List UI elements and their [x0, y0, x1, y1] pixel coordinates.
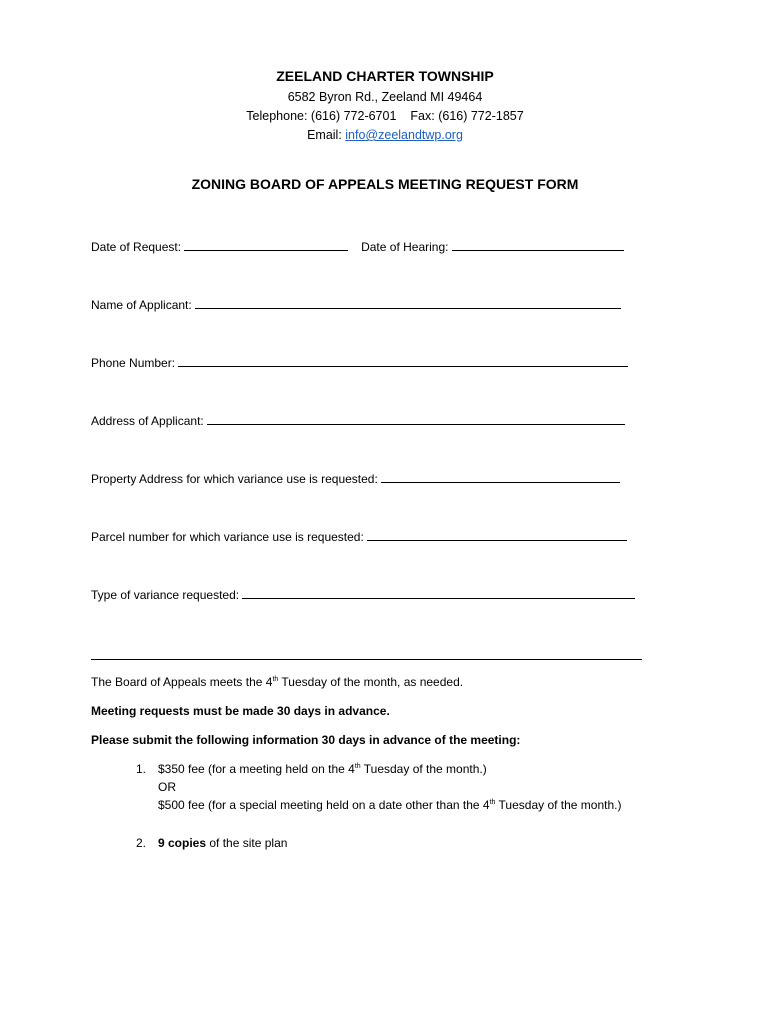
phone-field[interactable]: [178, 355, 628, 367]
phone-label: Phone Number:: [91, 356, 176, 370]
telephone: Telephone: (616) 772-6701: [246, 109, 397, 123]
phone-row: [91, 355, 628, 370]
date-of-request-label: Date of Request:: [91, 240, 182, 254]
org-address: 6582 Byron Rd., Zeeland MI 49464: [287, 90, 483, 104]
applicant-name-label: Name of Applicant:: [91, 298, 192, 312]
variance-type-field[interactable]: [242, 587, 635, 599]
list-number: 1.: [136, 762, 147, 776]
list-item: 1. $350 fee (for a meeting held on the 4th Tuesday of the month.): [136, 762, 487, 776]
date-of-hearing-label: Date of Hearing:: [361, 240, 449, 254]
contact-line: [0, 109, 770, 123]
list-item-or: OR: [158, 780, 176, 794]
submit-instructions: Please submit the following information 30 days in advance of the meeting:: [91, 733, 521, 747]
applicant-name-field[interactable]: [195, 297, 621, 309]
property-address-field[interactable]: [381, 471, 620, 483]
list-number: 2.: [136, 836, 147, 850]
applicant-address-field[interactable]: [207, 413, 625, 425]
meeting-schedule-note: The Board of Appeals meets the 4th Tuesday of the month, as needed.: [91, 675, 464, 689]
property-address-row: [91, 471, 620, 486]
parcel-number-row: [91, 529, 627, 544]
variance-type-field-line-2[interactable]: [91, 648, 642, 660]
fax: Fax: (616) 772-1857: [410, 109, 524, 123]
date-of-request-field[interactable]: [184, 239, 348, 251]
date-row: [91, 239, 624, 254]
applicant-address-row: [91, 413, 625, 428]
email-label: Email:: [307, 128, 346, 142]
date-of-hearing-field[interactable]: [452, 239, 624, 251]
parcel-number-field[interactable]: [367, 529, 627, 541]
variance-type-continuation: [91, 648, 642, 663]
list-item: 2. 9 copies of the site plan: [136, 836, 288, 850]
applicant-name-row: [91, 297, 621, 312]
org-name: ZEELAND CHARTER TOWNSHIP: [276, 68, 494, 84]
property-address-label: Property Address for which variance use is requested:: [91, 472, 378, 486]
list-item-alt-fee: $500 fee (for a special meeting held on a date other than the 4th Tuesday of the month.): [158, 798, 622, 812]
variance-type-label: Type of variance requested:: [91, 588, 240, 602]
form-title: ZONING BOARD OF APPEALS MEETING REQUEST FORM: [191, 176, 579, 192]
email-line: [0, 128, 770, 142]
applicant-address-label: Address of Applicant:: [91, 414, 204, 428]
variance-type-row: [91, 587, 635, 602]
deadline-note: Meeting requests must be made 30 days in advance.: [91, 704, 390, 718]
email-link[interactable]: info@zeelandtwp.org: [345, 128, 463, 142]
parcel-number-label: Parcel number for which variance use is requested:: [91, 530, 364, 544]
